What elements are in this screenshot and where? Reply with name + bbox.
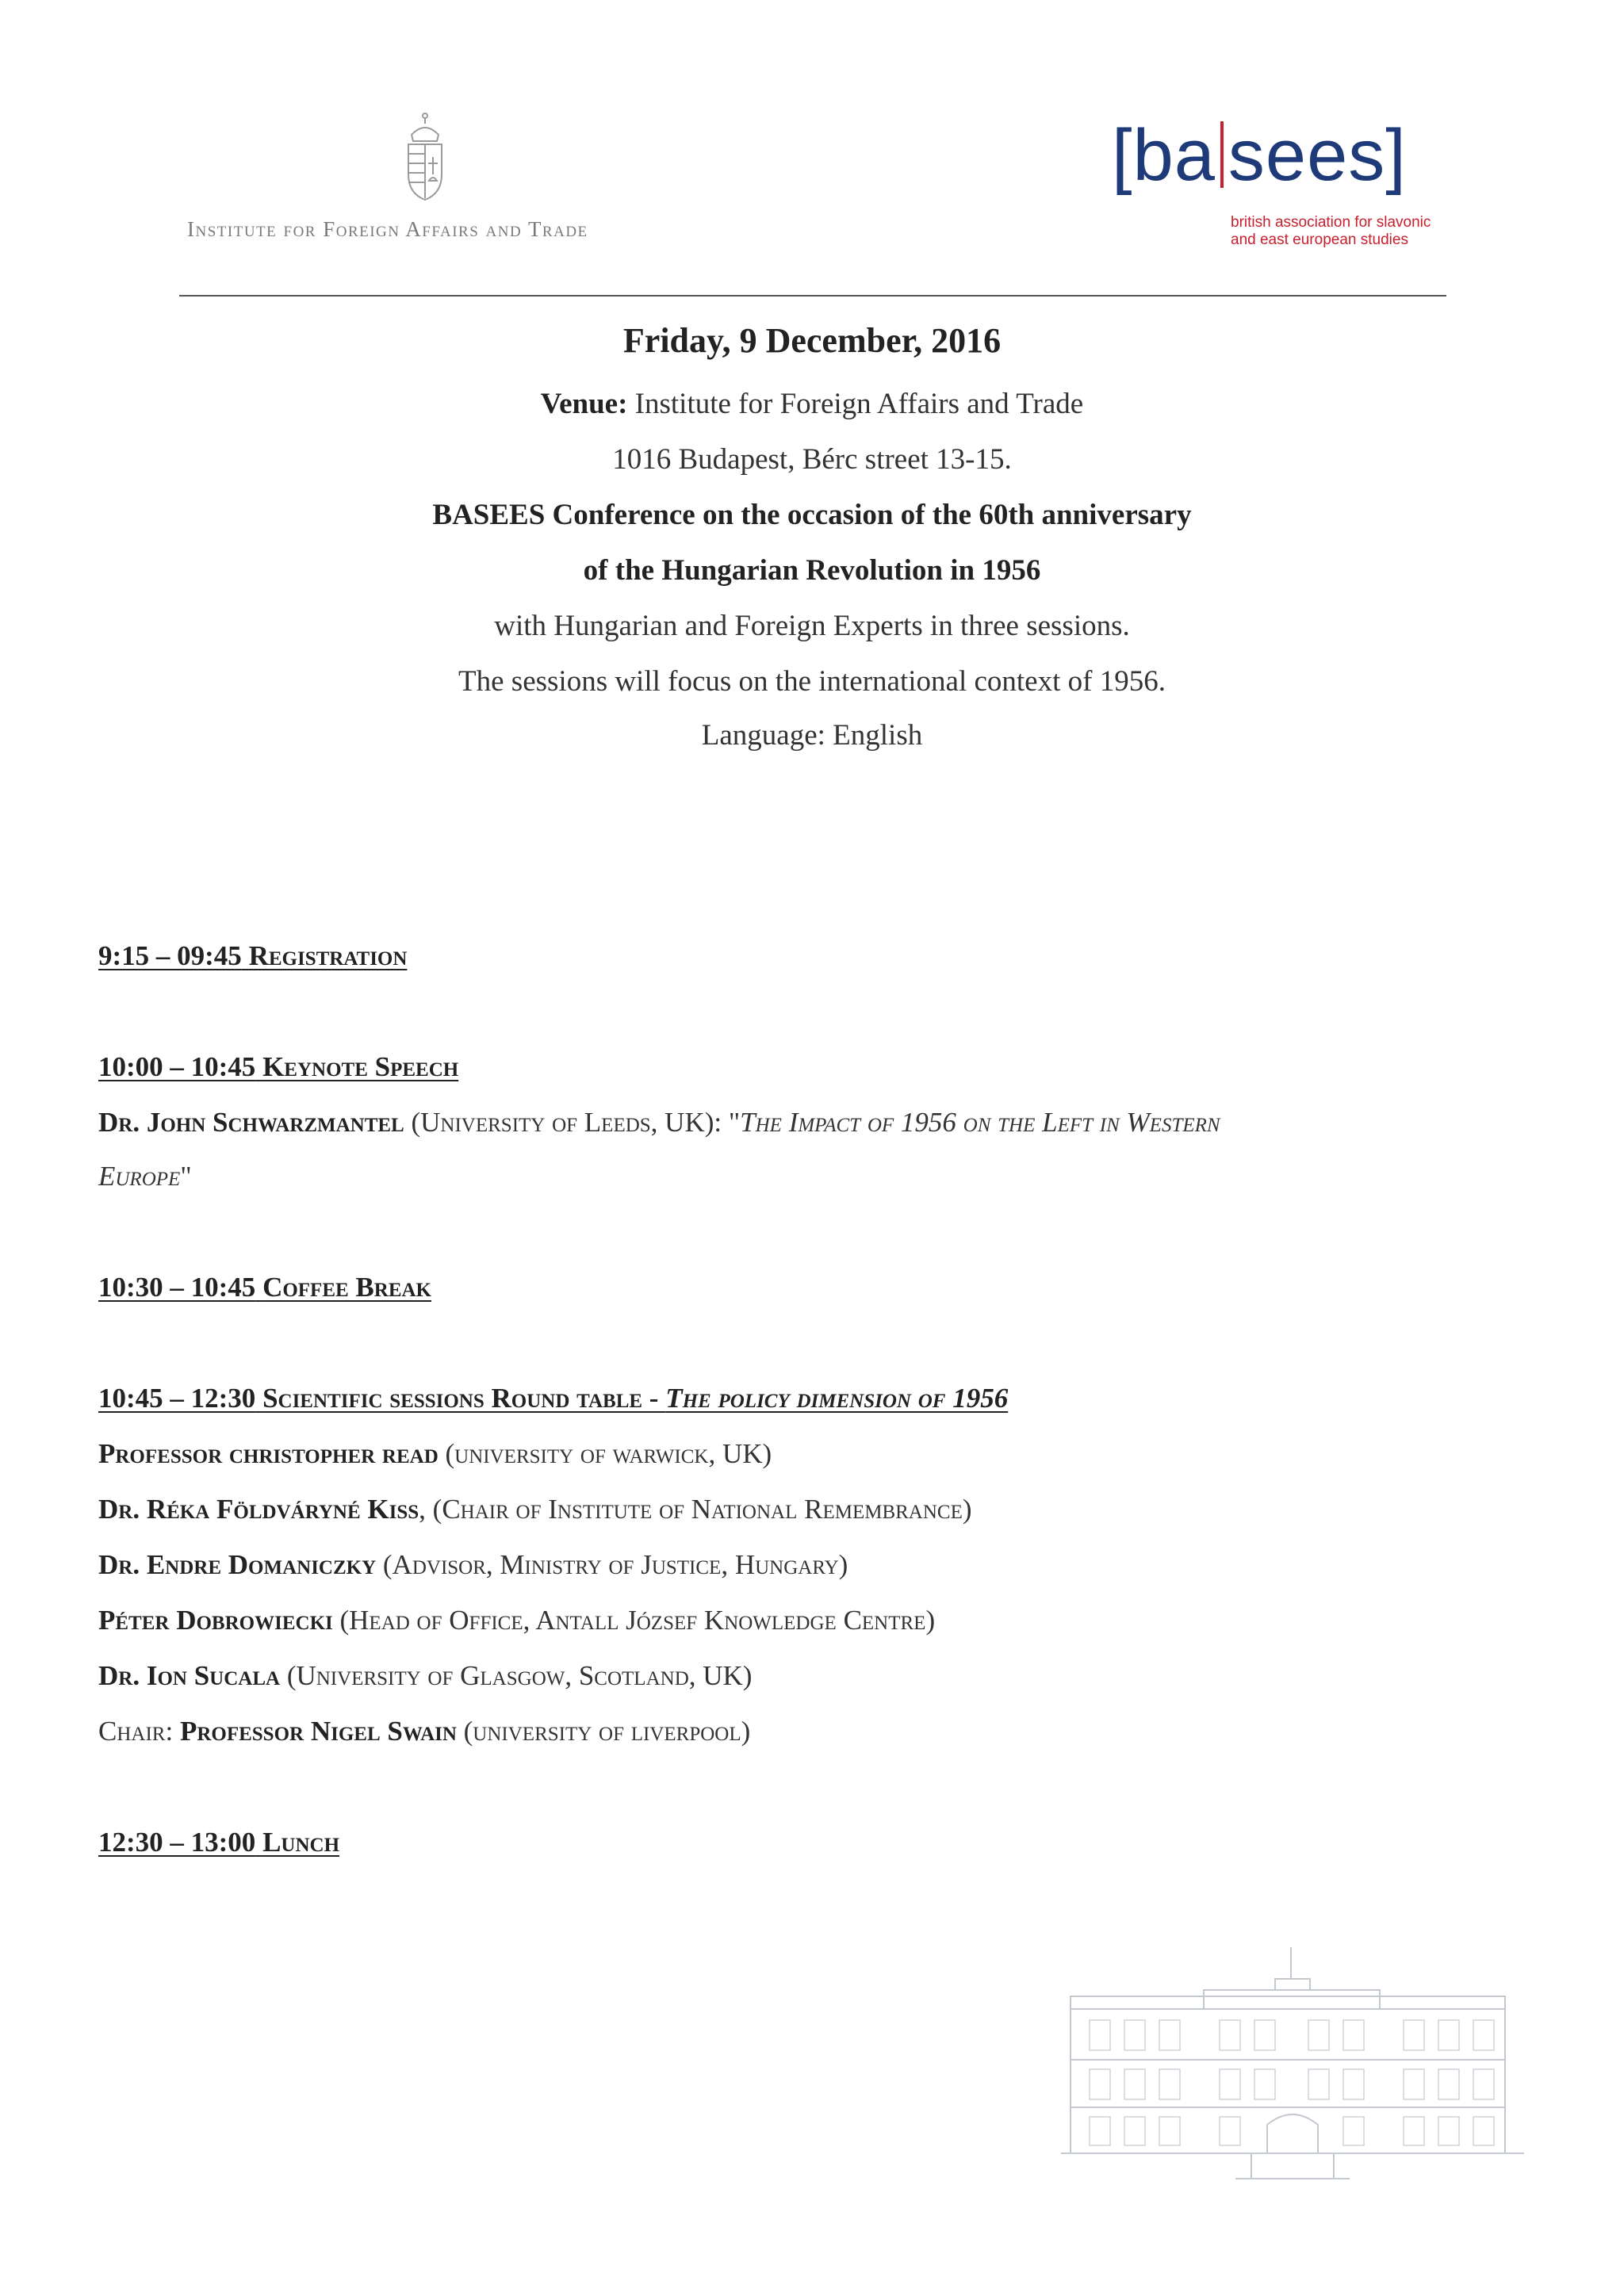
slot-title: Coffee Break [262,1272,431,1303]
logo-bracket-close: ] [1385,115,1407,196]
basees-tagline [1231,214,1431,249]
conference-title-line2: of the Hungarian Revolution in 1956 [583,554,1041,587]
participant-name: Dr. Endre Domaniczky [98,1549,377,1580]
venue-name: Institute for Foreign Affairs and Trade [627,388,1084,420]
participant-name: Dr. Ion Sucala [98,1660,281,1691]
slot-scientific-sessions [98,1383,1008,1414]
keynote-speaker-line [98,1107,1220,1138]
slot-time: 9:15 – 09:45 [98,940,242,971]
keynote-speaker: Dr. John Schwarzmantel [98,1107,404,1138]
slot-title: Scientific sessions Round table - [262,1383,666,1414]
participant-row [98,1660,752,1692]
participant-row [98,1438,772,1470]
keynote-talk-title: The Impact of 1956 on the Left in Western [740,1107,1220,1138]
participant-row [98,1494,972,1525]
slot-title: Lunch [262,1827,340,1858]
conference-title-line1: BASEES Conference on the occasion of the 60th anniversary [432,499,1192,531]
basees-logo [1112,115,1407,196]
participant-affiliation: (University of Glasgow, Scotland, UK) [280,1660,753,1691]
basees-tagline-line1: british association for slavonic [1231,214,1431,231]
participant-name: Professor christopher read [98,1438,439,1469]
venue-label: Venue: [540,388,628,420]
event-date: Friday, 9 December, 2016 [622,321,1002,360]
institute-building-icon [1061,1941,1524,2182]
hungarian-coat-of-arms-icon [400,111,450,205]
intro-focus: The sessions will focus on the international context of 1956. [458,665,1166,698]
basees-tagline-line2: and east european studies [1231,232,1408,248]
institute-name: Institute for Foreign Affairs and Trade [187,217,588,241]
session-theme: The policy dimension of 1956 [665,1383,1009,1414]
keynote-talk-continuation [98,1161,192,1192]
slot-lunch [98,1827,339,1858]
slot-title: Registration [248,940,408,971]
participant-name: Péter Dobrowiecki [98,1605,333,1636]
participant-affiliation: (Head of Office, Antall József Knowledge Centre) [332,1605,936,1636]
slot-time: 10:30 – 10:45 [98,1272,256,1303]
slot-time: 10:00 – 10:45 [98,1051,256,1082]
slot-registration [98,940,407,972]
keynote-talk-title-end: Europe [98,1161,181,1192]
participant-affiliation: (university of warwick, UK) [438,1438,772,1469]
keynote-affiliation: (University of Leeds, UK): " [404,1107,741,1138]
participant-row [98,1549,848,1581]
slot-time: 12:30 – 13:00 [98,1827,256,1858]
slot-time: 10:45 – 12:30 [98,1383,256,1414]
slot-title: Keynote Speech [262,1051,459,1082]
language-line: Language: English [701,719,923,752]
logo-text-ba: ba [1132,115,1216,196]
participant-affiliation: , (Chair of Institute of National Remembrance) [419,1494,972,1525]
slot-keynote [98,1051,458,1083]
slot-coffee-break [98,1272,431,1303]
venue-line [0,387,1624,421]
participant-name: Dr. Réka Földváryné Kiss [98,1494,419,1525]
session-chair [98,1716,750,1747]
header-divider [179,295,1446,297]
venue-address: 1016 Budapest, Bérc street 13-15. [612,443,1012,476]
logo-bracket-open: [ [1112,115,1133,196]
logo-divider [1220,121,1224,188]
intro-experts: with Hungarian and Foreign Experts in three sessions. [494,610,1130,642]
chair-label: Chair: [98,1716,180,1747]
close-quote: " [180,1161,192,1192]
chair-name: Professor Nigel Swain [179,1716,457,1747]
participant-affiliation: (Advisor, Ministry of Justice, Hungary) [376,1549,848,1580]
participant-row [98,1605,935,1636]
chair-affiliation: (university of liverpool) [456,1716,751,1747]
logo-text-sees: sees [1228,115,1386,196]
